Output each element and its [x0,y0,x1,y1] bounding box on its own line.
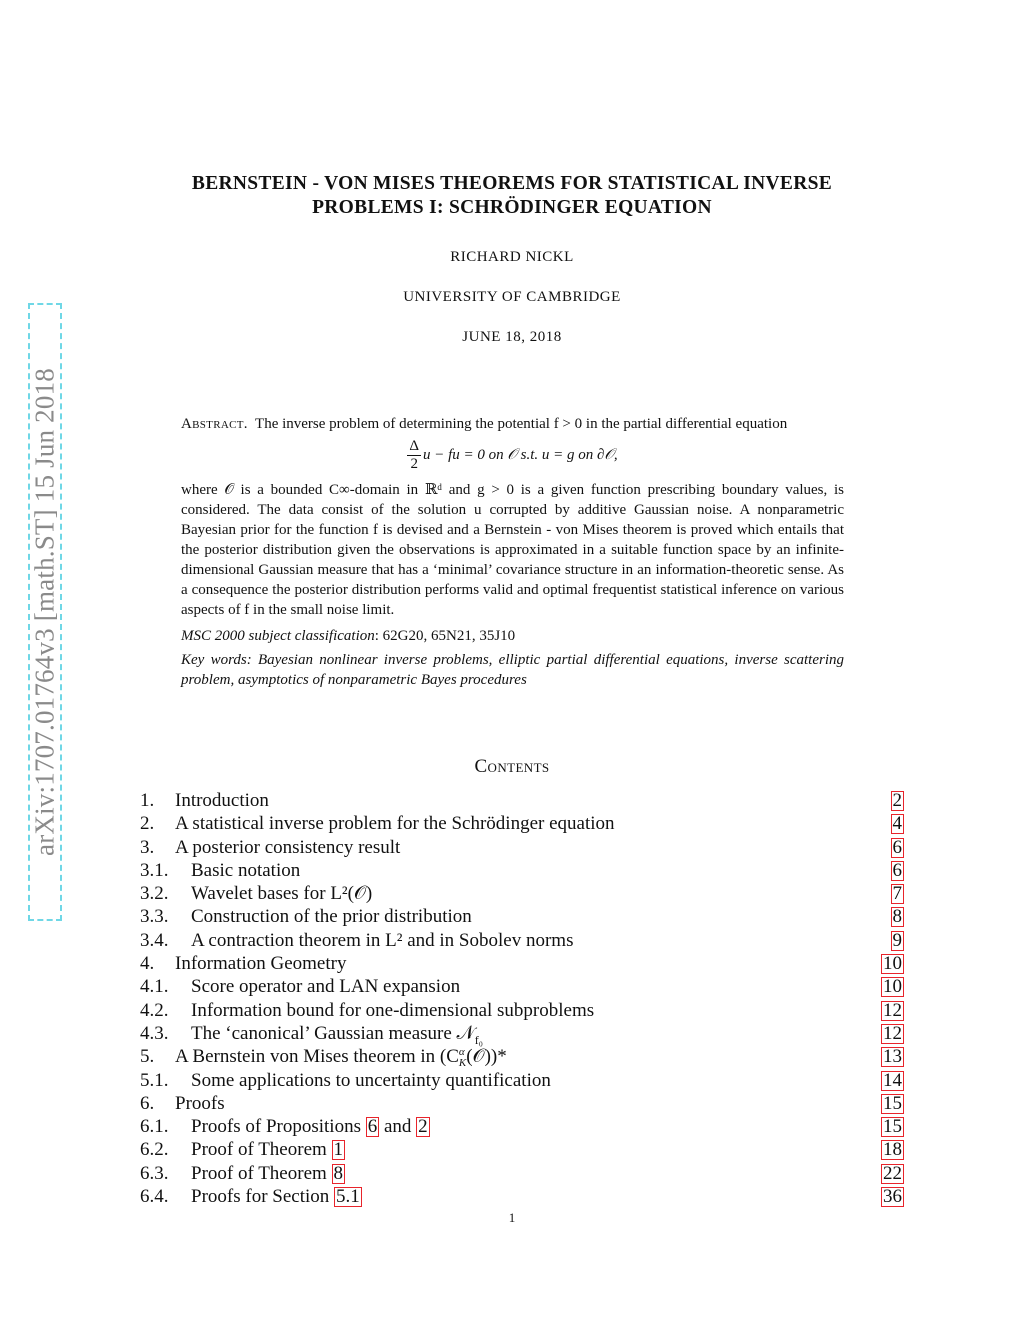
equation-numerator: Δ [409,437,420,454]
toc-number: 3.2. [140,883,169,905]
toc-title [191,1115,881,1138]
toc-title-text: Proof of Theorem [191,1139,332,1161]
toc-entry[interactable] [140,1185,904,1208]
toc-entry[interactable] [140,1138,904,1161]
toc-title-text: A Bernstein von Mises theorem in (C [175,1046,459,1068]
toc-title: Construction of the prior distribution [191,906,472,928]
keywords-value: Bayesian nonlinear inverse problems, elliptic partial differential equations, inverse scattering problem, asymptotics of nonparametric Bayes procedures [181,652,844,688]
toc-page-link[interactable]: 15 [883,1116,902,1138]
toc-number: 5.1. [140,1069,169,1091]
abstract-label: Abstract. [181,416,248,432]
toc-entry[interactable] [140,836,904,859]
toc-entry[interactable] [140,812,904,835]
toc-title: A contraction theorem in L² and in Sobolev norms [191,929,574,951]
toc-page-link[interactable]: 12 [883,1022,902,1044]
equation-denominator: 2 [410,455,418,472]
toc-entry[interactable] [140,952,904,975]
theorem-ref-link[interactable]: 1 [333,1139,344,1161]
arxiv-stamp[interactable] [28,303,62,921]
toc-title: Basic notation [191,859,301,881]
msc-classification [181,626,844,646]
toc-title-subscript: K [458,1056,467,1069]
toc-entry[interactable] [140,882,904,905]
toc-page-link[interactable]: 12 [883,999,902,1021]
toc-number: 6.4. [140,1186,169,1208]
author: RICHARD NICKL [450,249,574,265]
abstract-intro [181,414,844,434]
toc-page-link[interactable]: 18 [883,1139,902,1161]
toc-page-link[interactable]: 15 [883,1092,902,1114]
toc-page-link[interactable]: 10 [883,976,902,998]
toc-title-tail: (𝒪))* [466,1046,507,1068]
toc-page-link[interactable]: 10 [883,953,902,975]
section-ref-link[interactable]: 5.1 [336,1186,360,1208]
toc-page-link[interactable]: 8 [892,906,902,928]
equation-fraction [407,438,421,473]
msc-value: : 62G20, 65N21, 35J10 [374,628,516,644]
toc-entry[interactable] [140,1069,904,1092]
title-line-2: PROBLEMS I: SCHRÖDINGER EQUATION [312,197,712,218]
toc-title-subscript: f₀ [474,1032,483,1047]
date: JUNE 18, 2018 [462,329,562,345]
toc-number: 4. [140,953,155,975]
toc-title-text: The ‘canonical’ Gaussian measure 𝒩 [191,1022,475,1044]
abstract-body: where 𝒪 is a bounded C∞-domain in ℝᵈ and g > 0 is a given function prescribing boundary values, is considered. The data consist of the solution u corrupted by additive Gaussian noise. A nonparametric Bayesian prior for the function f is devised and a Bernstein - von Mises theorem is proved which entails that the posterior distribution given the observations is approximated in a suitable function space by an infinite-dimensional Gaussian measure that has a ‘minimal’ covariance structure in an information-theoretic sense. As a consequence the posterior distribution performs valid and optimal frequentist statistical inference on various aspects of f in the small noise limit. [181,482,844,618]
toc-entry[interactable] [140,1045,904,1068]
abstract [181,414,844,690]
toc-title-text: Proofs of Propositions [191,1116,366,1138]
toc-entry[interactable] [140,929,904,952]
toc-title-text: Proofs for Section [191,1186,335,1208]
keywords-label: Key words: [181,652,252,668]
affiliation: UNIVERSITY OF CAMBRIDGE [403,289,621,305]
arxiv-identifier: arXiv:1707.01764v3 [math.ST] 15 Jun 2018 [29,368,60,856]
toc-title: Some applications to uncertainty quantification [191,1069,551,1091]
msc-label: MSC 2000 subject classification [181,628,375,644]
toc-title: Information Geometry [175,953,347,975]
toc-title: Score operator and LAN expansion [191,976,461,998]
toc-entry[interactable] [140,859,904,882]
toc-page-link[interactable]: 14 [883,1069,902,1091]
toc-entry[interactable] [140,1115,904,1138]
toc-number: 3.4. [140,929,169,951]
toc-page-link[interactable]: 36 [883,1186,902,1208]
proposition-ref-link[interactable]: 2 [418,1116,428,1138]
toc-page-link[interactable]: 13 [883,1046,902,1068]
toc-page-link[interactable]: 22 [883,1162,902,1184]
pde-equation [181,434,844,476]
toc-page-link[interactable]: 4 [892,813,902,835]
toc-title [191,1162,881,1185]
toc-number: 4.2. [140,999,169,1021]
toc-number: 6.3. [140,1162,169,1184]
toc-title [191,1138,881,1161]
page-number: 1 [508,1210,516,1225]
toc-entry[interactable] [140,975,904,998]
abstract-intro-text: The inverse problem of determining the potential f > 0 in the partial differential equation [255,416,788,432]
toc-title: A statistical inverse problem for the Schrödinger equation [175,813,615,835]
toc-title: Information bound for one-dimensional subproblems [191,999,595,1021]
toc-entry[interactable] [140,905,904,928]
toc-number: 3.3. [140,906,169,928]
toc-title: A posterior consistency result [175,836,401,858]
toc-title: Wavelet bases for L²(𝒪) [191,883,373,905]
toc-number: 4.3. [140,1022,169,1044]
toc-number: 2. [140,813,155,835]
toc-number: 6.1. [140,1116,169,1138]
title-line-1: BERNSTEIN - VON MISES THEOREMS FOR STATISTICAL INVERSE [191,173,833,194]
toc-number: 1. [140,790,155,811]
proposition-ref-link[interactable]: 6 [367,1116,378,1138]
toc-entry[interactable] [140,999,904,1022]
toc-entry[interactable] [140,789,904,812]
toc-page-link[interactable]: 7 [892,883,902,905]
contents-heading: Contents [474,756,550,777]
toc-number: 3.1. [140,859,169,881]
toc-title-superscript: α [458,1045,465,1058]
toc-number: 4.1. [140,976,169,998]
toc-title [191,1185,881,1208]
toc-number: 3. [140,836,155,858]
toc-page-link[interactable]: 6 [892,836,902,858]
toc-page-link[interactable]: 9 [892,929,902,951]
keywords [181,650,844,690]
toc-title-text: Proof of Theorem [191,1162,332,1184]
table-of-contents [140,789,904,1208]
toc-title [175,1045,881,1069]
toc-title: Introduction [175,790,269,811]
toc-page-link[interactable]: 2 [892,790,902,811]
toc-number: 6. [140,1092,155,1114]
toc-title-mid: and [379,1116,417,1138]
toc-title: Proofs [175,1092,225,1114]
toc-entry[interactable] [140,1092,904,1115]
toc-entry[interactable] [140,1162,904,1185]
theorem-ref-link[interactable]: 8 [333,1162,344,1184]
paper-title [120,172,904,220]
toc-entry[interactable] [140,1022,904,1045]
toc-number: 5. [140,1046,155,1068]
equation-body: u − fu = 0 on 𝒪 s.t. u = g on ∂𝒪, [423,447,618,463]
toc-page-link[interactable]: 6 [892,859,902,881]
toc-number: 6.2. [140,1139,169,1161]
